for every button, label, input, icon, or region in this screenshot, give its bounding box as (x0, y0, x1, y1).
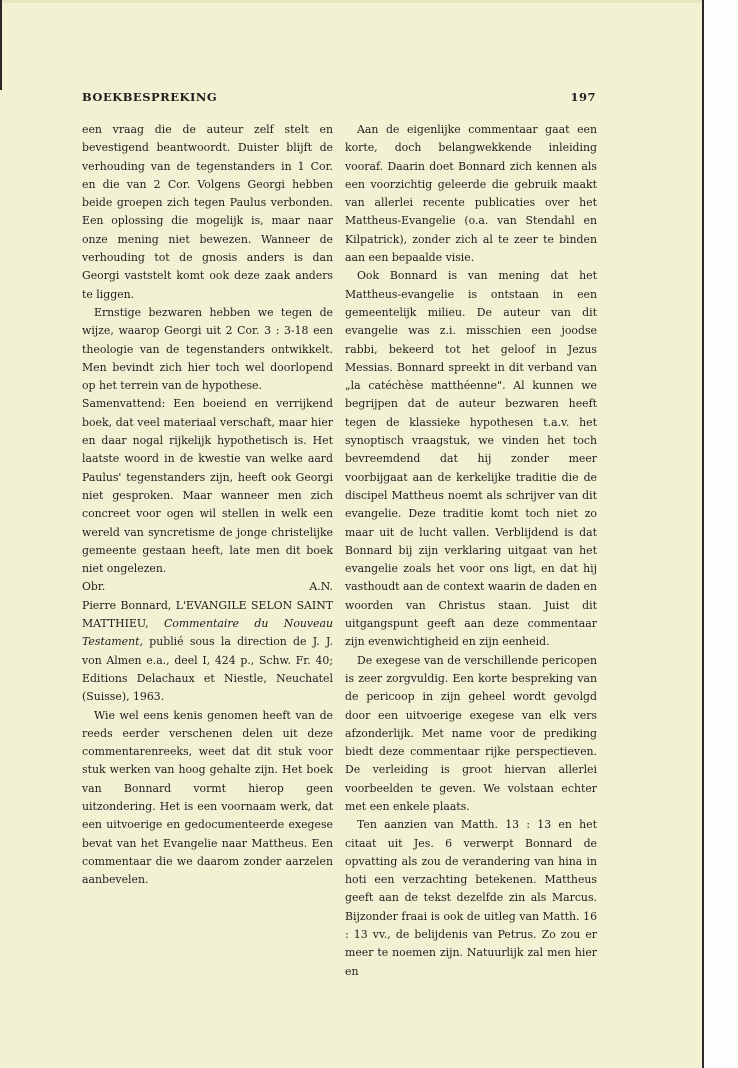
scan-margin (702, 0, 738, 1068)
page-number: 197 (570, 90, 596, 104)
page-top-edge (0, 0, 738, 3)
right-column (345, 121, 597, 981)
running-title: BOEKBESPREKING (82, 90, 218, 104)
paragraph: Aan de eigenlijke commentaar gaat een korte, doch belangwekkende inleiding vooraf. Daarin doet Bonnard zich kennen als een voorzichtig geleerde die gebruik maakt van allerlei recente publicaties over het Mattheus-Evangelie (o.a. van Stendahl en Kilpatrick), zonder zich al te zeer te binden aan een bepaalde visie. (345, 123, 597, 265)
paragraph: Samenvattend: Een boeiend en verrijkend boek, dat veel materiaal verschaft, maar hier en daar nogal rijkelijk hypothetisch is. Het laatste woord in de kwestie van welke aard Paulus' tegenstanders zijn, heeft ook Georgi niet gesproken. Maar wanneer men zich concreet voor ogen wil stellen in welk een wereld van syncretisme de jonge christelijke gemeente gestaan heeft, late men dit boek niet ongelezen. (82, 397, 333, 576)
book-reference-details: publié sous la direction de J. J. von Almen e.a., deel I, 424 p., Schw. Fr. 40; Editions Delachaux et Niestle, Neuchatel (Suisse), 1963. (82, 635, 333, 704)
paragraph: Ten aanzien van Matth. 13 : 13 en het citaat uit Jes. 6 verwerpt Bonnard de opvatting als zou de verandering van hina in hoti een verzachting betekenen. Mattheus geeft aan de tekst dezelfde zin als Marcus. Bijzonder fraai is ook de uitleg van Matth. 16 : 13 vv., de belijdenis van Petrus. Zo zou er meer te noemen zijn. Natuurlijk zal men hier en (345, 818, 597, 978)
page-right-edge (702, 0, 704, 1068)
book-reference-series: Commentaire du Nouveau Testament, (82, 617, 333, 649)
paragraph: Ernstige bezwaren hebben we tegen de wijze, waarop Georgi uit 2 Cor. 3 : 3-18 een theologie van de tegenstanders ontwikkelt. Men bevindt zich hier toch wel doorlopend op het terrein van de hypothese. (82, 305, 333, 393)
paragraph: een vraag die de auteur zelf stelt en bevestigend beantwoordt. Duister blijft de verhouding van de tegenstanders in 1 Cor. en die van 2 Cor. Volgens Georgi hebben beide groepen zich tegen Paulus verbonden. Een oplossing die mogelijk is, maar naar onze mening niet bewezen. Wanneer de verhouding tot de gnosis anders is dan Georgi vaststelt komt ook deze zaak anders te liggen. (82, 123, 333, 301)
left-column (82, 121, 333, 889)
page-left-edge (0, 0, 2, 90)
running-head (82, 90, 596, 108)
signature-left: Obr. (82, 580, 106, 594)
paragraph: Ook Bonnard is van mening dat het Mattheus-evangelie is ontstaan in een gemeentelijk milieu. De auteur van dit evangelie was z.i. misschien een joodse rabbi, bekeerd tot het geloof in Jezus Messias. Bonnard spreekt in dit verband van „la catéchèse matthéenne". Al kunnen we begrijpen dat de auteur bezwaren heeft tegen de klassieke hypothesen t.a.v. het synoptisch vraagstuk, we vinden het toch bevreemdend dat hij zonder meer voorbijgaat aan de kerkelijke traditie die de discipel Mattheus noemt als schrijver van dit evangelie. Deze traditie komt toch niet zo maar uit de lucht vallen. Verblijdend is dat Bonnard bij zijn verklaring uitgaat van het evangelie zoals het voor ons ligt, en dat hij vasthoudt aan de context waarin de daden en woorden van Christus staan. Juist dit uitgangspunt geeft aan deze commentaar zijn evenwichtigheid en zijn eenheid. (345, 269, 597, 649)
paragraph: De exegese van de verschillende pericopen is zeer zorgvuldig. Een korte bespreking van de pericoop in zijn geheel wordt gevolgd door een uitvoerige exegese van elk vers afzonderlijk. Met name voor de prediking biedt deze commentaar rijke perspectieven. De verleiding is groot hiervan allerlei voorbeelden te geven. We volstaan echter met een enkele plaats. (345, 653, 597, 813)
paragraph: Wie wel eens kenis genomen heeft van de reeds eerder verschenen delen uit deze commentarenreeks, weet dat dit stuk voor stuk werken van hoog gehalte zijn. Het boek van Bonnard vormt hierop geen uitzondering. Het is een voornaam werk, dat een uitvoerige en gedocumenteerde exegese bevat van het Evangelie naar Mattheus. Een commentaar die we daarom zonder aarzelen aanbevelen. (82, 708, 333, 887)
book-reference (82, 597, 333, 707)
book-reference-author-title: Pierre Bonnard, L'EVANGILE SELON SAINT MATTHIEU, (82, 598, 333, 631)
signature-right: A.N. (309, 580, 333, 594)
signature-line (82, 578, 333, 596)
